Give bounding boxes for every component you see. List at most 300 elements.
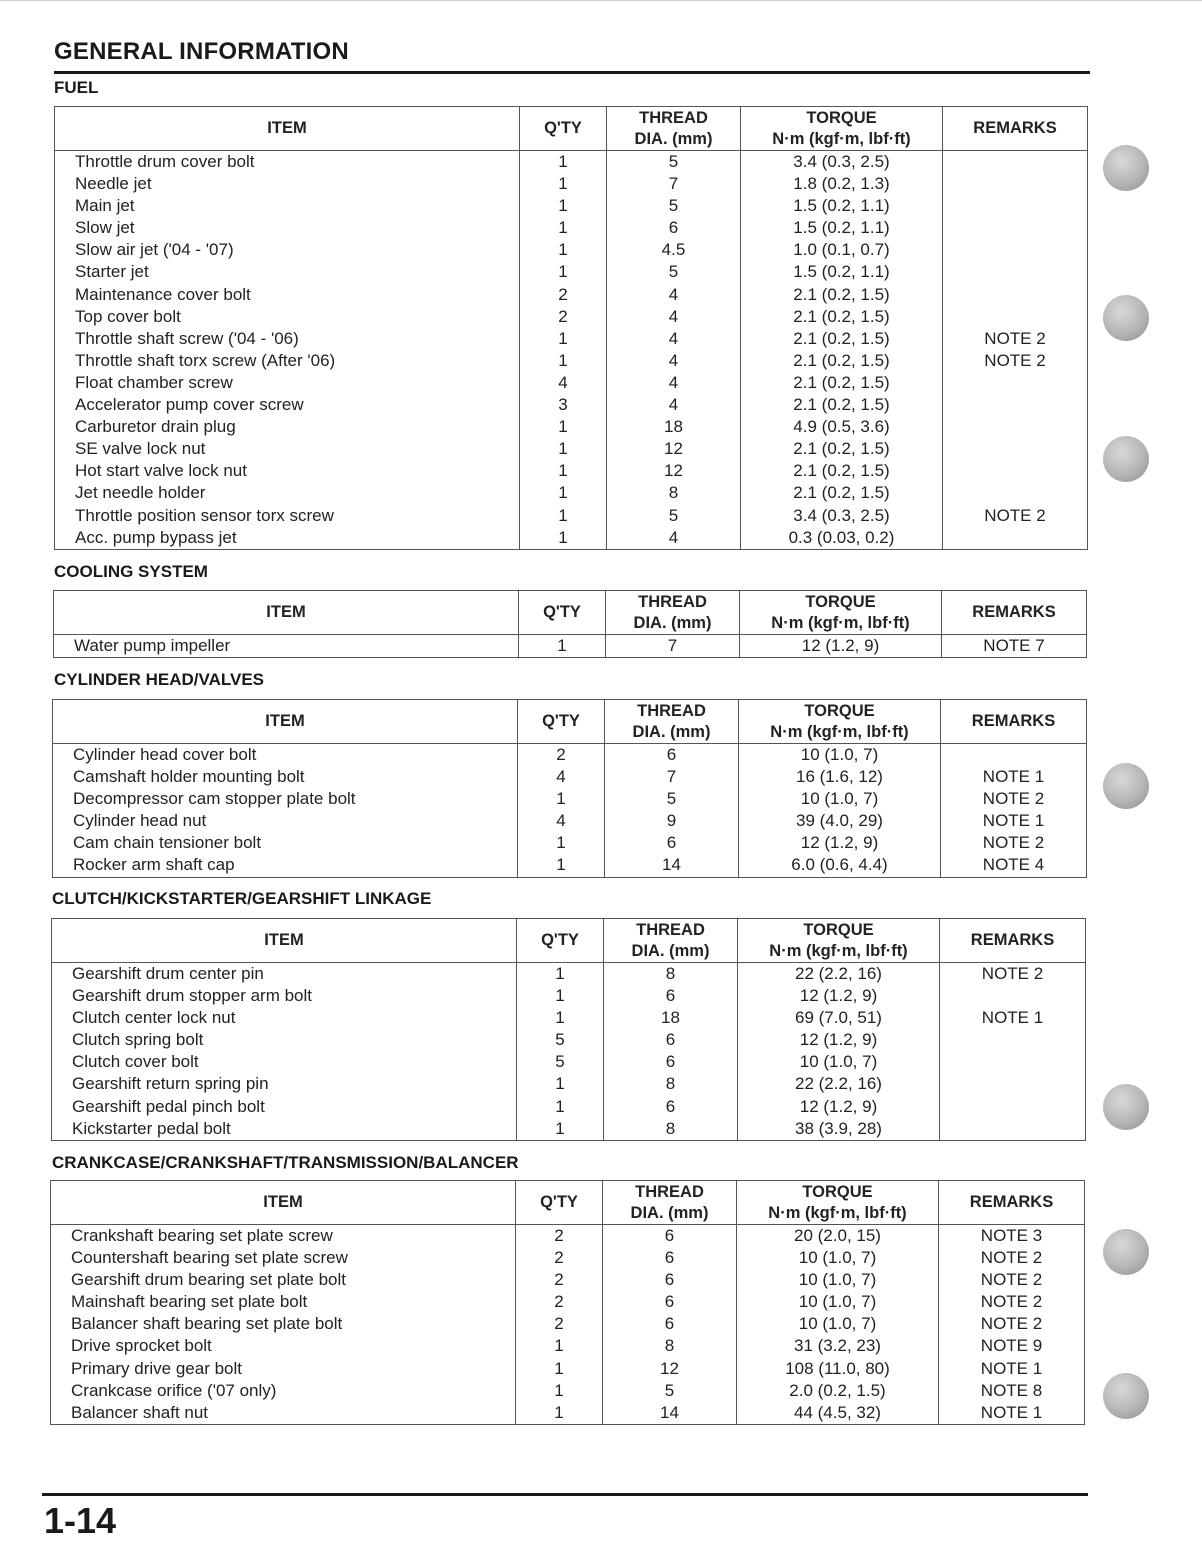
- cell-remarks: NOTE 9: [939, 1335, 1085, 1357]
- table-row: [55, 217, 1088, 239]
- thumb-index-tab: [1103, 295, 1149, 341]
- cell-item: Carburetor drain plug: [55, 416, 520, 438]
- table-row: [51, 1313, 1085, 1335]
- cell-thread: 4: [607, 394, 741, 416]
- cell-qty: 1: [517, 1073, 604, 1095]
- cell-thread: 14: [603, 1402, 737, 1425]
- cell-torque: 38 (3.9, 28): [738, 1118, 940, 1141]
- cell-thread: 12: [607, 460, 741, 482]
- col-header-torque: [741, 107, 943, 151]
- table-header-row: [52, 919, 1086, 963]
- table-row: [51, 1225, 1085, 1248]
- table-row: [55, 328, 1088, 350]
- col-header-torque-text: TORQUE: [806, 108, 877, 127]
- cell-remarks: [943, 261, 1088, 283]
- col-header-torque: [739, 700, 941, 744]
- cell-torque: 39 (4.0, 29): [739, 810, 941, 832]
- cell-item: Throttle drum cover bolt: [55, 151, 520, 174]
- cell-qty: 4: [520, 372, 607, 394]
- col-header-qty: [520, 107, 607, 151]
- cell-item: Cylinder head nut: [53, 810, 518, 832]
- cell-qty: 2: [516, 1269, 603, 1291]
- table-row: [55, 195, 1088, 217]
- col-header-qty-text: Q'TY: [540, 1193, 578, 1211]
- col-header-qty-text: Q'TY: [543, 603, 581, 621]
- cell-thread: 6: [605, 744, 739, 767]
- cell-item: Slow jet: [55, 217, 520, 239]
- table-row: [55, 438, 1088, 460]
- cell-thread: 6: [603, 1269, 737, 1291]
- table-row: [52, 1029, 1086, 1051]
- cell-thread: 8: [604, 1118, 738, 1141]
- section-title-clutch: CLUTCH/KICKSTARTER/GEARSHIFT LINKAGE: [52, 889, 432, 908]
- cell-remarks: NOTE 1: [939, 1358, 1085, 1380]
- table-row: [51, 1335, 1085, 1357]
- table-row: [52, 1096, 1086, 1118]
- cell-torque: 12 (1.2, 9): [738, 1096, 940, 1118]
- cell-qty: 1: [520, 239, 607, 261]
- table-row: [55, 416, 1088, 438]
- cell-remarks: NOTE 3: [939, 1225, 1085, 1248]
- table-row: [53, 744, 1087, 767]
- col-header-qty: [518, 700, 605, 744]
- cell-torque: 1.5 (0.2, 1.1): [741, 217, 943, 239]
- table-header-row: [51, 1181, 1085, 1225]
- footer-rule: [42, 1493, 1088, 1496]
- cell-qty: 1: [518, 788, 605, 810]
- cell-thread: 4: [607, 372, 741, 394]
- cell-remarks: [943, 438, 1088, 460]
- cell-torque: 2.1 (0.2, 1.5): [741, 284, 943, 306]
- cell-thread: 8: [607, 482, 741, 504]
- cell-torque: 2.1 (0.2, 1.5): [741, 372, 943, 394]
- col-header-qty-text: Q'TY: [542, 712, 580, 730]
- cell-remarks: NOTE 2: [939, 1291, 1085, 1313]
- col-header-remarks-text: REMARKS: [971, 712, 1056, 730]
- spec-table-crankcase: [50, 1180, 1085, 1425]
- col-header-thread-text: THREAD: [639, 108, 708, 127]
- col-header-remarks: [939, 1181, 1085, 1225]
- cell-item: Camshaft holder mounting bolt: [53, 766, 518, 788]
- cell-item: Cam chain tensioner bolt: [53, 832, 518, 854]
- col-header-torque-text: N·m (kgf·m, lbf·ft): [771, 613, 910, 632]
- col-header-torque-text: N·m (kgf·m, lbf·ft): [768, 1203, 907, 1222]
- cell-torque: 3.4 (0.3, 2.5): [741, 505, 943, 527]
- scan-top-edge: [0, 0, 1202, 1]
- cell-qty: 2: [518, 744, 605, 767]
- cell-remarks: NOTE 1: [941, 766, 1087, 788]
- cell-thread: 12: [603, 1358, 737, 1380]
- cell-qty: 1: [520, 505, 607, 527]
- cell-torque: 22 (2.2, 16): [738, 1073, 940, 1095]
- cell-qty: 1: [516, 1358, 603, 1380]
- cell-qty: 2: [516, 1247, 603, 1269]
- cell-item: Acc. pump bypass jet: [55, 527, 520, 550]
- table-row: [55, 284, 1088, 306]
- spec-table-cooling: [53, 590, 1087, 658]
- cell-thread: 6: [603, 1247, 737, 1269]
- cell-remarks: [943, 284, 1088, 306]
- cell-remarks: NOTE 1: [939, 1402, 1085, 1425]
- table-row: [51, 1402, 1085, 1425]
- col-header-thread-text: DIA. (mm): [633, 613, 712, 632]
- col-header-torque: [738, 919, 940, 963]
- table-header-row: [55, 107, 1088, 151]
- cell-remarks: NOTE 2: [943, 350, 1088, 372]
- cell-remarks: [943, 217, 1088, 239]
- table-row: [52, 1073, 1086, 1095]
- cell-item: Gearshift pedal pinch bolt: [52, 1096, 517, 1118]
- cell-remarks: [943, 195, 1088, 217]
- table-row: [51, 1358, 1085, 1380]
- col-header-thread-text: DIA. (mm): [634, 129, 713, 148]
- cell-qty: 3: [520, 394, 607, 416]
- table-row: [55, 151, 1088, 174]
- cell-qty: 1: [520, 460, 607, 482]
- cell-remarks: NOTE 4: [941, 854, 1087, 877]
- col-header-torque-text: TORQUE: [804, 701, 875, 720]
- col-header-item: [54, 591, 519, 635]
- col-header-torque-text: N·m (kgf·m, lbf·ft): [770, 722, 909, 741]
- cell-qty: 2: [520, 284, 607, 306]
- cell-remarks: [940, 1073, 1086, 1095]
- cell-remarks: [940, 1051, 1086, 1073]
- col-header-torque-text: TORQUE: [803, 920, 874, 939]
- cell-item: Countershaft bearing set plate screw: [51, 1247, 516, 1269]
- col-header-thread-text: THREAD: [635, 1182, 704, 1201]
- col-header-torque-text: N·m (kgf·m, lbf·ft): [769, 941, 908, 960]
- cell-torque: 10 (1.0, 7): [739, 788, 941, 810]
- cell-qty: 1: [520, 195, 607, 217]
- cell-qty: 1: [520, 482, 607, 504]
- col-header-thread: [607, 107, 741, 151]
- cell-torque: 12 (1.2, 9): [739, 832, 941, 854]
- spec-table-fuel: [54, 106, 1088, 550]
- cell-torque: 22 (2.2, 16): [738, 963, 940, 986]
- cell-torque: 10 (1.0, 7): [737, 1313, 939, 1335]
- cell-torque: 1.0 (0.1, 0.7): [741, 239, 943, 261]
- spec-table-cylinder-head: [52, 699, 1087, 878]
- cell-qty: 1: [519, 635, 606, 658]
- cell-torque: 69 (7.0, 51): [738, 1007, 940, 1029]
- cell-qty: 2: [516, 1313, 603, 1335]
- cell-torque: 16 (1.6, 12): [739, 766, 941, 788]
- cell-qty: 1: [520, 527, 607, 550]
- cell-qty: 1: [520, 173, 607, 195]
- cell-remarks: NOTE 2: [943, 328, 1088, 350]
- col-header-qty-text: Q'TY: [541, 931, 579, 949]
- cell-item: Float chamber screw: [55, 372, 520, 394]
- cell-qty: 1: [517, 963, 604, 986]
- cell-thread: 8: [604, 1073, 738, 1095]
- table-row: [53, 810, 1087, 832]
- cell-thread: 6: [604, 1029, 738, 1051]
- cell-remarks: [943, 416, 1088, 438]
- cell-torque: 10 (1.0, 7): [737, 1269, 939, 1291]
- cell-torque: 44 (4.5, 32): [737, 1402, 939, 1425]
- table-row: [51, 1247, 1085, 1269]
- cell-item: Decompressor cam stopper plate bolt: [53, 788, 518, 810]
- table-row: [55, 239, 1088, 261]
- cell-item: Gearshift drum bearing set plate bolt: [51, 1269, 516, 1291]
- cell-qty: 1: [520, 261, 607, 283]
- cell-qty: 1: [516, 1335, 603, 1357]
- page-title: GENERAL INFORMATION: [54, 38, 349, 65]
- cell-thread: 7: [606, 635, 740, 658]
- table-row: [51, 1291, 1085, 1313]
- cell-qty: 2: [516, 1225, 603, 1248]
- col-header-item-text: ITEM: [263, 1193, 303, 1211]
- cell-thread: 5: [607, 505, 741, 527]
- cell-thread: 14: [605, 854, 739, 877]
- cell-torque: 2.0 (0.2, 1.5): [737, 1380, 939, 1402]
- cell-item: Maintenance cover bolt: [55, 284, 520, 306]
- cell-thread: 4: [607, 350, 741, 372]
- cell-torque: 2.1 (0.2, 1.5): [741, 350, 943, 372]
- cell-item: Gearshift drum stopper arm bolt: [52, 985, 517, 1007]
- section-title-cooling: COOLING SYSTEM: [54, 562, 208, 581]
- cell-item: Starter jet: [55, 261, 520, 283]
- col-header-thread-text: THREAD: [637, 701, 706, 720]
- cell-item: Rocker arm shaft cap: [53, 854, 518, 877]
- cell-remarks: [943, 460, 1088, 482]
- cell-torque: 2.1 (0.2, 1.5): [741, 306, 943, 328]
- cell-item: Primary drive gear bolt: [51, 1358, 516, 1380]
- col-header-item: [52, 919, 517, 963]
- cell-thread: 4.5: [607, 239, 741, 261]
- cell-remarks: NOTE 2: [940, 963, 1086, 986]
- cell-qty: 1: [520, 328, 607, 350]
- col-header-qty: [517, 919, 604, 963]
- cell-thread: 6: [604, 1096, 738, 1118]
- table-row: [52, 1118, 1086, 1141]
- cell-thread: 5: [603, 1380, 737, 1402]
- table-row: [55, 460, 1088, 482]
- thumb-index-tab: [1103, 145, 1149, 191]
- col-header-item-text: ITEM: [264, 931, 304, 949]
- cell-thread: 5: [607, 151, 741, 174]
- col-header-item-text: ITEM: [266, 603, 306, 621]
- cell-qty: 1: [517, 1007, 604, 1029]
- cell-torque: 108 (11.0, 80): [737, 1358, 939, 1380]
- cell-torque: 10 (1.0, 7): [737, 1247, 939, 1269]
- cell-torque: 1.5 (0.2, 1.1): [741, 195, 943, 217]
- col-header-item-text: ITEM: [267, 119, 307, 137]
- table-row: [51, 1380, 1085, 1402]
- cell-remarks: [943, 394, 1088, 416]
- col-header-thread: [605, 700, 739, 744]
- cell-thread: 6: [603, 1225, 737, 1248]
- col-header-item: [53, 700, 518, 744]
- table-row: [52, 1051, 1086, 1073]
- cell-thread: 6: [605, 832, 739, 854]
- cell-thread: 12: [607, 438, 741, 460]
- cell-qty: 4: [518, 810, 605, 832]
- cell-remarks: [943, 151, 1088, 174]
- cell-remarks: NOTE 2: [941, 832, 1087, 854]
- cell-qty: 1: [520, 438, 607, 460]
- col-header-thread-text: THREAD: [638, 592, 707, 611]
- cell-torque: 4.9 (0.5, 3.6): [741, 416, 943, 438]
- thumb-index-tab: [1103, 1084, 1149, 1130]
- cell-qty: 1: [520, 217, 607, 239]
- col-header-remarks: [941, 700, 1087, 744]
- table-row: [52, 1007, 1086, 1029]
- cell-qty: 4: [518, 766, 605, 788]
- cell-thread: 6: [604, 985, 738, 1007]
- cell-thread: 4: [607, 527, 741, 550]
- col-header-remarks: [943, 107, 1088, 151]
- cell-qty: 1: [518, 832, 605, 854]
- col-header-remarks: [942, 591, 1087, 635]
- col-header-torque-text: N·m (kgf·m, lbf·ft): [772, 129, 911, 148]
- table-row: [55, 527, 1088, 550]
- cell-qty: 1: [517, 985, 604, 1007]
- col-header-thread: [606, 591, 740, 635]
- cell-torque: 1.8 (0.2, 1.3): [741, 173, 943, 195]
- cell-torque: 10 (1.0, 7): [738, 1051, 940, 1073]
- cell-qty: 5: [517, 1029, 604, 1051]
- cell-item: Needle jet: [55, 173, 520, 195]
- table-row: [55, 173, 1088, 195]
- cell-remarks: NOTE 8: [939, 1380, 1085, 1402]
- cell-remarks: NOTE 2: [939, 1247, 1085, 1269]
- table-row: [53, 854, 1087, 877]
- thumb-index-tab: [1103, 763, 1149, 809]
- cell-torque: 2.1 (0.2, 1.5): [741, 394, 943, 416]
- col-header-thread-text: THREAD: [636, 920, 705, 939]
- cell-remarks: [940, 1029, 1086, 1051]
- cell-remarks: NOTE 2: [939, 1313, 1085, 1335]
- col-header-remarks: [940, 919, 1086, 963]
- col-header-thread: [603, 1181, 737, 1225]
- col-header-thread: [604, 919, 738, 963]
- cell-torque: 12 (1.2, 9): [738, 985, 940, 1007]
- cell-torque: 3.4 (0.3, 2.5): [741, 151, 943, 174]
- cell-item: Balancer shaft nut: [51, 1402, 516, 1425]
- cell-torque: 6.0 (0.6, 4.4): [739, 854, 941, 877]
- cell-item: Main jet: [55, 195, 520, 217]
- cell-remarks: NOTE 2: [943, 505, 1088, 527]
- table-row: [55, 261, 1088, 283]
- cell-qty: 1: [517, 1096, 604, 1118]
- col-header-item-text: ITEM: [265, 712, 305, 730]
- cell-torque: 10 (1.0, 7): [739, 744, 941, 767]
- cell-item: Gearshift drum center pin: [52, 963, 517, 986]
- cell-thread: 9: [605, 810, 739, 832]
- cell-qty: 5: [517, 1051, 604, 1073]
- table-row: [55, 505, 1088, 527]
- cell-torque: 20 (2.0, 15): [737, 1225, 939, 1248]
- cell-item: Kickstarter pedal bolt: [52, 1118, 517, 1141]
- cell-qty: 1: [520, 416, 607, 438]
- table-row: [53, 766, 1087, 788]
- cell-qty: 1: [516, 1402, 603, 1425]
- cell-thread: 8: [604, 963, 738, 986]
- col-header-torque: [737, 1181, 939, 1225]
- cell-remarks: NOTE 2: [941, 788, 1087, 810]
- cell-torque: 2.1 (0.2, 1.5): [741, 328, 943, 350]
- cell-thread: 5: [607, 195, 741, 217]
- col-header-remarks-text: REMARKS: [969, 1193, 1054, 1211]
- cell-remarks: NOTE 2: [939, 1269, 1085, 1291]
- cell-remarks: [940, 1118, 1086, 1141]
- cell-item: Mainshaft bearing set plate bolt: [51, 1291, 516, 1313]
- col-header-thread-text: DIA. (mm): [631, 941, 710, 960]
- col-header-torque: [740, 591, 942, 635]
- cell-qty: 1: [517, 1118, 604, 1141]
- cell-thread: 4: [607, 328, 741, 350]
- cell-item: SE valve lock nut: [55, 438, 520, 460]
- thumb-index-tab: [1103, 1229, 1149, 1275]
- cell-item: Jet needle holder: [55, 482, 520, 504]
- col-header-remarks-text: REMARKS: [973, 119, 1057, 137]
- table-header-row: [54, 591, 1087, 635]
- section-title-crankcase: CRANKCASE/CRANKSHAFT/TRANSMISSION/BALANCER: [52, 1153, 519, 1172]
- col-header-qty-text: Q'TY: [544, 119, 582, 137]
- table-row: [53, 788, 1087, 810]
- section-title-fuel: FUEL: [54, 78, 99, 97]
- cell-remarks: [943, 482, 1088, 504]
- cell-remarks: [940, 1096, 1086, 1118]
- cell-item: Throttle shaft screw ('04 - '06): [55, 328, 520, 350]
- table-row: [55, 350, 1088, 372]
- cell-torque: 1.5 (0.2, 1.1): [741, 261, 943, 283]
- col-header-thread-text: DIA. (mm): [630, 1203, 709, 1222]
- cell-item: Slow air jet ('04 - '07): [55, 239, 520, 261]
- cell-thread: 6: [604, 1051, 738, 1073]
- col-header-item: [55, 107, 520, 151]
- cell-torque: 2.1 (0.2, 1.5): [741, 438, 943, 460]
- col-header-item: [51, 1181, 516, 1225]
- cell-thread: 4: [607, 284, 741, 306]
- thumb-index-tab: [1103, 436, 1149, 482]
- cell-remarks: [943, 173, 1088, 195]
- col-header-remarks-text: REMARKS: [970, 931, 1055, 949]
- col-header-qty: [516, 1181, 603, 1225]
- cell-remarks: NOTE 7: [942, 635, 1087, 658]
- cell-thread: 6: [603, 1313, 737, 1335]
- cell-item: Balancer shaft bearing set plate bolt: [51, 1313, 516, 1335]
- title-rule: [54, 71, 1090, 74]
- cell-remarks: NOTE 1: [941, 810, 1087, 832]
- table-row: [53, 832, 1087, 854]
- cell-item: Drive sprocket bolt: [51, 1335, 516, 1357]
- section-title-cylinder-head: CYLINDER HEAD/VALVES: [54, 670, 265, 689]
- cell-remarks: [943, 372, 1088, 394]
- cell-thread: 18: [607, 416, 741, 438]
- col-header-qty: [519, 591, 606, 635]
- cell-remarks: [940, 985, 1086, 1007]
- cell-item: Clutch cover bolt: [52, 1051, 517, 1073]
- cell-item: Accelerator pump cover screw: [55, 394, 520, 416]
- cell-qty: 1: [518, 854, 605, 877]
- spec-table-clutch: [51, 918, 1086, 1141]
- cell-qty: 2: [520, 306, 607, 328]
- cell-item: Crankshaft bearing set plate screw: [51, 1225, 516, 1248]
- cell-torque: 10 (1.0, 7): [737, 1291, 939, 1313]
- col-header-torque-text: TORQUE: [802, 1182, 873, 1201]
- table-row: [55, 306, 1088, 328]
- cell-remarks: NOTE 1: [940, 1007, 1086, 1029]
- cell-thread: 18: [604, 1007, 738, 1029]
- cell-torque: 0.3 (0.03, 0.2): [741, 527, 943, 550]
- col-header-remarks-text: REMARKS: [972, 603, 1056, 621]
- thumb-index-tab: [1103, 1373, 1149, 1419]
- table-row: [55, 372, 1088, 394]
- cell-torque: 31 (3.2, 23): [737, 1335, 939, 1357]
- cell-item: Throttle shaft torx screw (After '06): [55, 350, 520, 372]
